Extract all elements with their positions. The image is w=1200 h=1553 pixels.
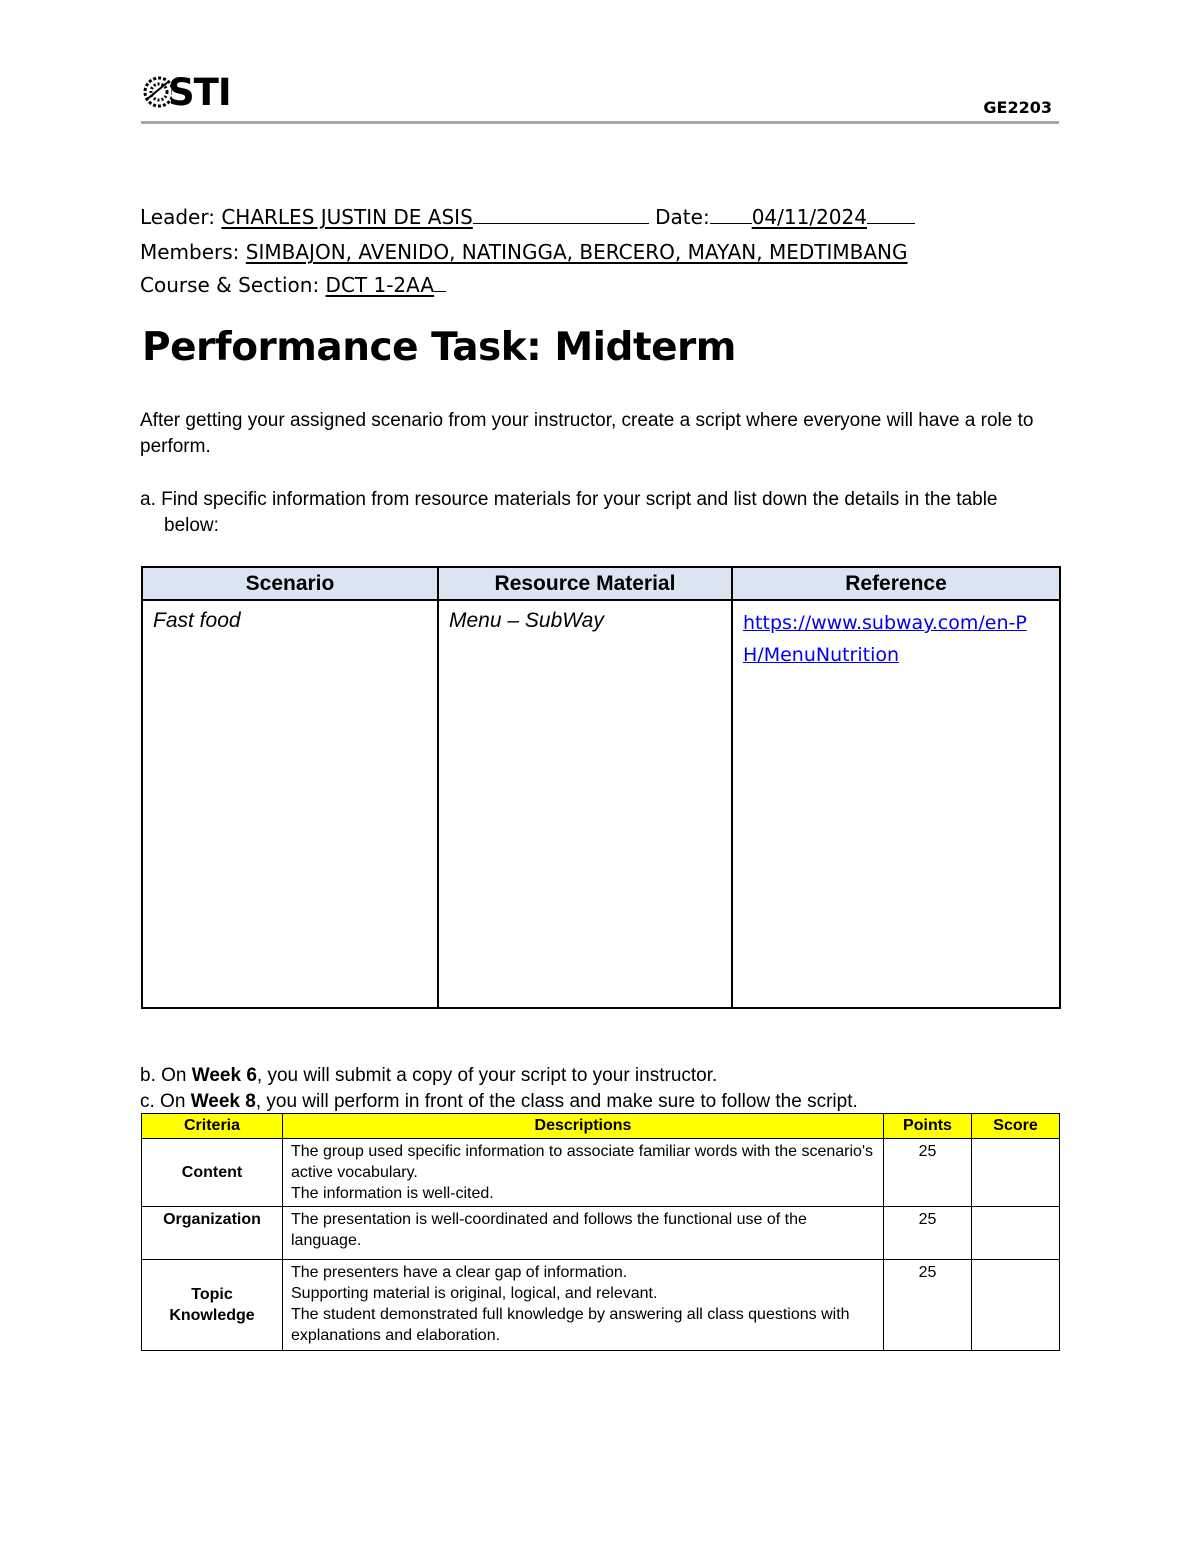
leader-label: Leader: xyxy=(140,205,215,229)
course-section-label: Course & Section: xyxy=(140,273,320,297)
table-row xyxy=(142,1139,1060,1207)
step-c-paragraph: c. On Week 8, you will perform in front of the class and make sure to follow the script. xyxy=(140,1091,858,1112)
score-cell[interactable] xyxy=(972,1139,1060,1207)
material-cell: Menu – SubWay xyxy=(438,600,732,1008)
header-criteria: Criteria xyxy=(142,1114,283,1139)
resource-table-header xyxy=(142,567,1060,600)
sti-logo xyxy=(142,70,232,116)
leader-line xyxy=(140,203,915,230)
header-scenario: Scenario xyxy=(142,567,438,600)
description-cell: The group used specific information to associate familiar words with the scenario's active vocabulary. The information is well-cited. xyxy=(283,1139,884,1207)
scenario-cell: Fast food xyxy=(142,600,438,1008)
criteria-cell: Content xyxy=(142,1139,283,1207)
page-title: Performance Task: Midterm xyxy=(142,325,736,370)
reference-link[interactable]: https://www.subway.com/en-PH/MenuNutrition xyxy=(732,600,1060,1008)
course-code: GE2203 xyxy=(983,98,1052,117)
criteria-cell: Organization xyxy=(142,1207,283,1260)
header-divider xyxy=(141,121,1059,124)
header-resource-material: Resource Material xyxy=(438,567,732,600)
score-cell[interactable] xyxy=(972,1207,1060,1260)
points-cell: 25 xyxy=(884,1207,972,1260)
intro-paragraph: After getting your assigned scenario from your instructor, create a script where everyone will have a role to perform. xyxy=(140,410,1034,457)
course-section-value: DCT 1-2AA xyxy=(325,273,435,297)
description-cell: The presentation is well-coordinated and follows the functional use of the language. xyxy=(283,1207,884,1260)
course-section-line xyxy=(140,271,446,298)
table-row xyxy=(142,600,1060,1008)
score-cell[interactable] xyxy=(972,1260,1060,1351)
header-score: Score xyxy=(972,1114,1060,1139)
header-reference: Reference xyxy=(732,567,1060,600)
logo-text: STI xyxy=(168,71,231,114)
step-b-week: Week 6 xyxy=(191,1065,257,1086)
description-cell: The presenters have a clear gap of information. Supporting material is original, logical, and relevant. The student demonstrated full knowledge by answering all class questions with explanations and elaboration. xyxy=(283,1260,884,1351)
date-label: Date: xyxy=(655,205,710,229)
members-label: Members: xyxy=(140,240,240,264)
points-cell: 25 xyxy=(884,1260,972,1351)
header-points: Points xyxy=(884,1114,972,1139)
leader-blank xyxy=(473,203,649,224)
criteria-cell: Topic Knowledge xyxy=(142,1260,283,1351)
members-value: SIMBAJON, AVENIDO, NATINGGA, BERCERO, MAYAN, MEDTIMBANG xyxy=(245,240,908,264)
rubric-table xyxy=(141,1113,1060,1351)
rubric-header xyxy=(142,1114,1060,1139)
step-c-week: Week 8 xyxy=(190,1091,256,1112)
date-value: 04/11/2024 xyxy=(751,205,867,229)
table-row xyxy=(142,1207,1060,1260)
table-row xyxy=(142,1260,1060,1351)
header-descriptions: Descriptions xyxy=(283,1114,884,1139)
step-a-paragraph: a. Find specific information from resource materials for your script and list down the details in the table below: xyxy=(140,489,998,536)
members-line xyxy=(140,239,908,265)
resource-table xyxy=(141,566,1061,1009)
step-b-paragraph: b. On Week 6, you will submit a copy of your script to your instructor. xyxy=(140,1065,718,1086)
points-cell: 25 xyxy=(884,1139,972,1207)
leader-value: CHARLES JUSTIN DE ASIS xyxy=(221,205,473,229)
